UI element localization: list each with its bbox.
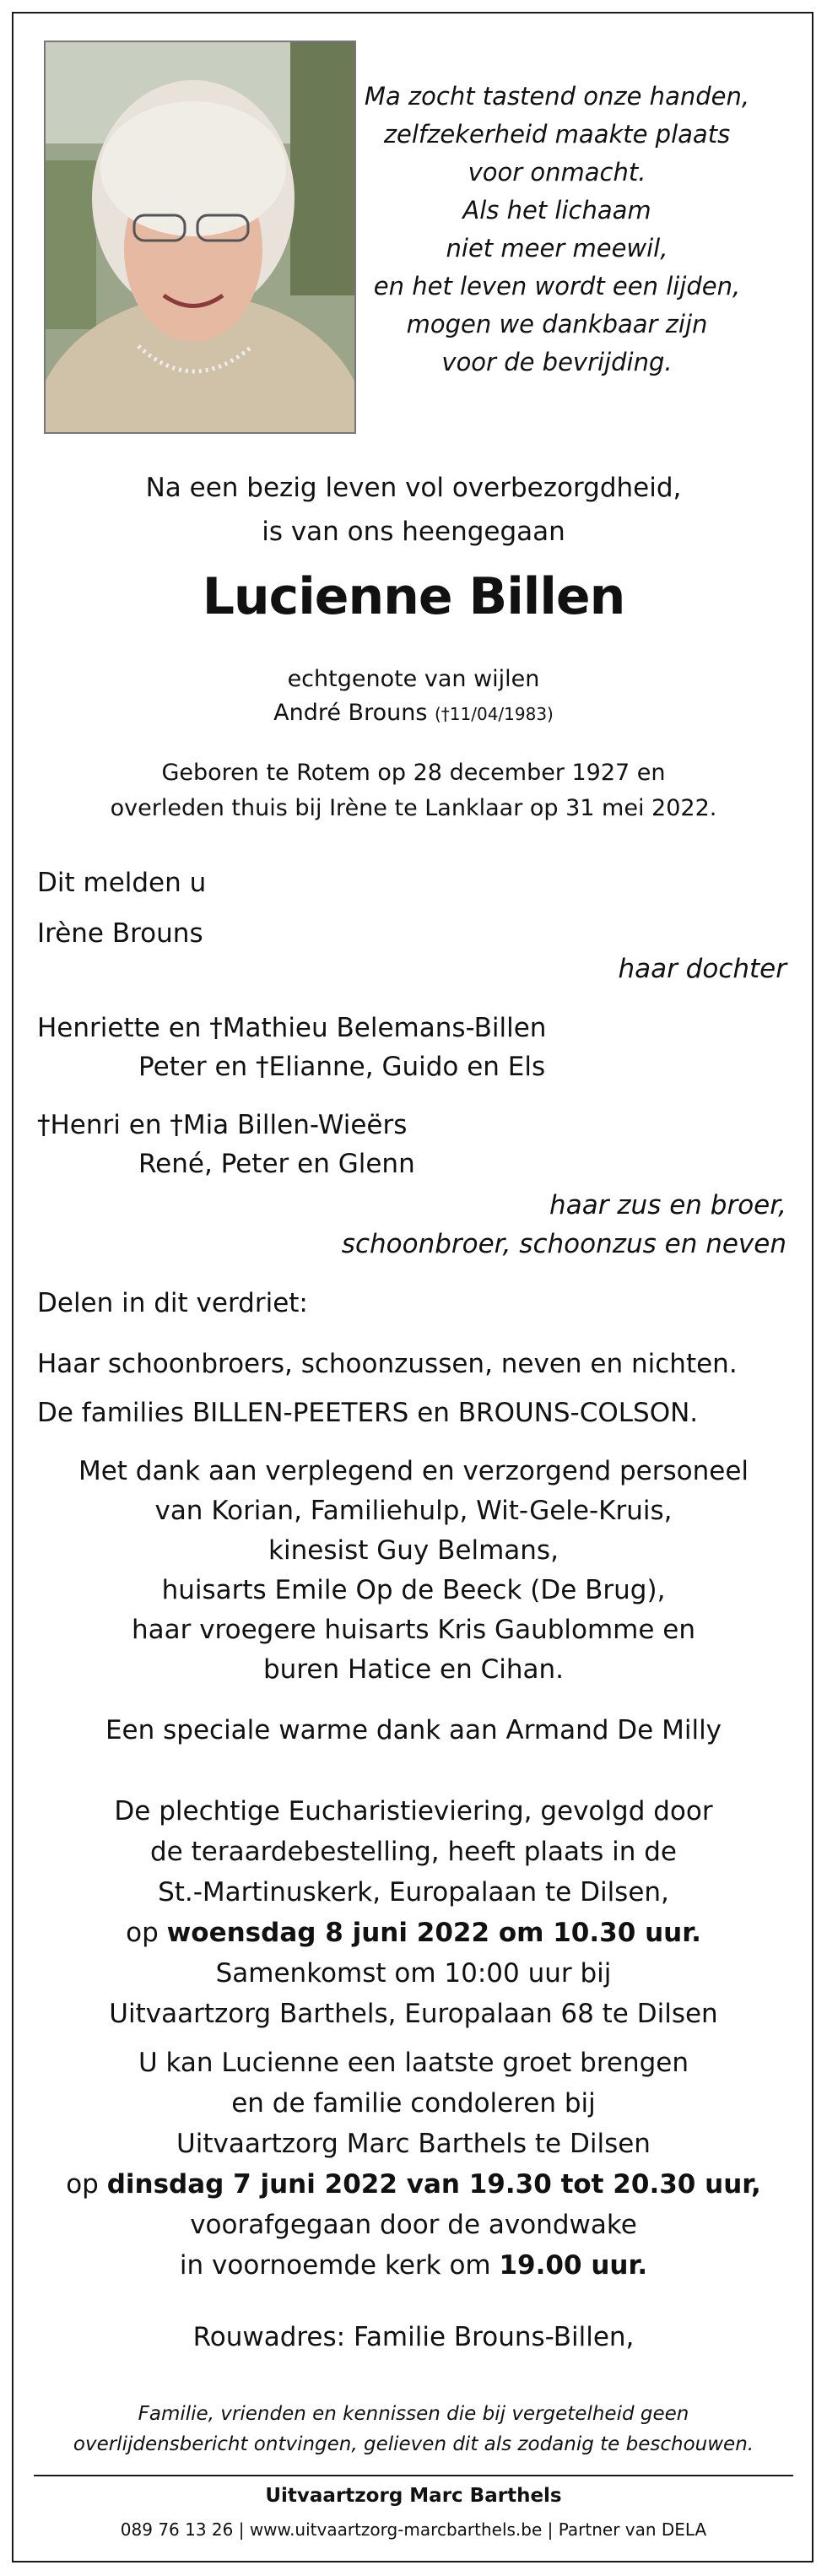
portrait-image <box>46 42 354 432</box>
thanks-line: huisarts Emile Op de Beeck (De Brug), <box>161 1575 666 1605</box>
spouse-line: echtgenote van wijlen <box>287 666 540 692</box>
footer-company: Uitvaartzorg Marc Barthels <box>265 2485 562 2507</box>
poem-line: voor de bevrijding. <box>441 348 673 376</box>
sibling-group-2 <box>37 1106 415 1183</box>
role-line: haar zus en broer, <box>549 1190 786 1220</box>
sibling-line: †Henri en †Mia Billen-Wieërs <box>37 1110 408 1140</box>
closing-line: Familie, vrienden en kennissen die bij vergetelheid geen <box>138 2403 689 2425</box>
role-line: schoonbroer, schoonzus en neven <box>341 1229 786 1259</box>
birth-death <box>0 755 827 826</box>
share-grief: Delen in dit verdriet: <box>37 1288 308 1318</box>
ceremony-line: De plechtige Eucharistieviering, gevolgd door <box>114 1796 713 1826</box>
announce: Dit melden u <box>37 868 207 898</box>
visitation-date: dinsdag 7 juni 2022 van 19.30 tot 20.30 uur, <box>106 2169 761 2200</box>
closing-line: overlijdensbericht ontvingen, gelieven dit als zodanig te beschouwen. <box>73 2433 754 2455</box>
ceremony-date-line <box>0 1913 827 1953</box>
visitation <box>0 2043 827 2286</box>
poem-line: mogen we dankbaar zijn <box>406 310 708 338</box>
daughter-role: haar dochter <box>618 954 786 984</box>
gathering-line: Samenkomst om 10:00 uur bij <box>215 1958 612 1989</box>
visitation-line: en de familie condoleren bij <box>231 2088 596 2119</box>
siblings-role <box>342 1186 786 1264</box>
thanks-line: van Korian, Familiehulp, Wit-Gele-Kruis, <box>154 1496 673 1526</box>
poem-line: Als het lichaam <box>462 196 651 225</box>
sibling-line: Henriette en †Mathieu Belemans-Billen <box>37 1013 547 1043</box>
poem-line: Ma zocht tastend onze handen, <box>364 82 750 111</box>
spouse-name: André Brouns <box>273 700 428 726</box>
extended-family-2: De families BILLEN-PEETERS en BROUNS-COLSON. <box>37 1398 699 1428</box>
visitation-line: Uitvaartzorg Marc Barthels te Dilsen <box>176 2129 651 2159</box>
ceremony-date: woensdag 8 juni 2022 om 10.30 uur. <box>166 1918 701 1948</box>
sibling-group-1 <box>37 1009 546 1086</box>
poem-line: en het leven wordt een lijden, <box>373 272 741 300</box>
poem-line: voor onmacht. <box>468 158 646 187</box>
ceremony-line: de teraardebestelling, heeft plaats in de <box>150 1837 677 1867</box>
closing-note <box>0 2399 827 2460</box>
thanks-line: kinesist Guy Belmans, <box>268 1535 559 1566</box>
ceremony <box>0 1791 827 2034</box>
gathering-line: Uitvaartzorg Barthels, Europalaan 68 te Dilsen <box>109 1999 718 2029</box>
extended-family-1: Haar schoonbroers, schoonzussen, neven en nichten. <box>37 1349 738 1379</box>
vigil-line: voorafgegaan door de avondwake <box>190 2210 637 2240</box>
sibling-children-line: René, Peter en Glenn <box>138 1149 415 1179</box>
thanks-line: buren Hatice en Cihan. <box>263 1654 564 1685</box>
footer-divider <box>34 2475 793 2476</box>
poem <box>363 78 751 382</box>
vigil-prefix: in voornoemde kerk om <box>179 2250 500 2281</box>
intro-line: Na een bezig leven vol overbezorgdheid, <box>145 473 682 503</box>
visitation-date-line <box>0 2164 827 2205</box>
ceremony-line: St.-Martinuskerk, Europalaan te Dilsen, <box>158 1877 669 1908</box>
ceremony-date-prefix: op <box>126 1918 167 1948</box>
poem-line: zelfzekerheid maakte plaats <box>383 120 731 149</box>
special-thanks: Een speciale warme dank aan Armand De Milly <box>105 1715 722 1745</box>
birth-line: Geboren te Rotem op 28 december 1927 en <box>161 760 666 786</box>
funeral-address: Rouwadres: Familie Brouns-Billen, <box>192 2322 635 2352</box>
visitation-line: U kan Lucienne een laatste groet brengen <box>138 2048 689 2078</box>
spouse-dates: (†11/04/1983) <box>434 704 554 724</box>
portrait-photo <box>44 41 356 434</box>
thanks-line: haar vroegere huisarts Kris Gaublomme en <box>131 1615 696 1645</box>
footer-contact: 089 76 13 26 | www.uitvaartzorg-marcbarthels.be | Partner van DELA <box>120 2519 707 2540</box>
spouse-info <box>0 663 827 731</box>
sibling-children-line: Peter en †Elianne, Guido en Els <box>138 1052 546 1082</box>
poem-line: niet meer meewil, <box>446 234 668 262</box>
daughter-name: Irène Brouns <box>37 918 203 949</box>
deceased-name: Lucienne Billen <box>202 567 625 626</box>
vigil-time: 19.00 uur. <box>499 2250 648 2281</box>
death-line: overleden thuis bij Irène te Lanklaar op 31 mei 2022. <box>110 795 717 821</box>
thanks <box>0 1452 827 1690</box>
vigil-time-line <box>0 2245 827 2286</box>
thanks-line: Met dank aan verplegend en verzorgend personeel <box>78 1456 749 1486</box>
intro <box>0 466 827 554</box>
intro-line: is van ons heengegaan <box>262 517 565 547</box>
visitation-date-prefix: op <box>66 2169 107 2200</box>
spouse-name-line <box>0 696 827 731</box>
